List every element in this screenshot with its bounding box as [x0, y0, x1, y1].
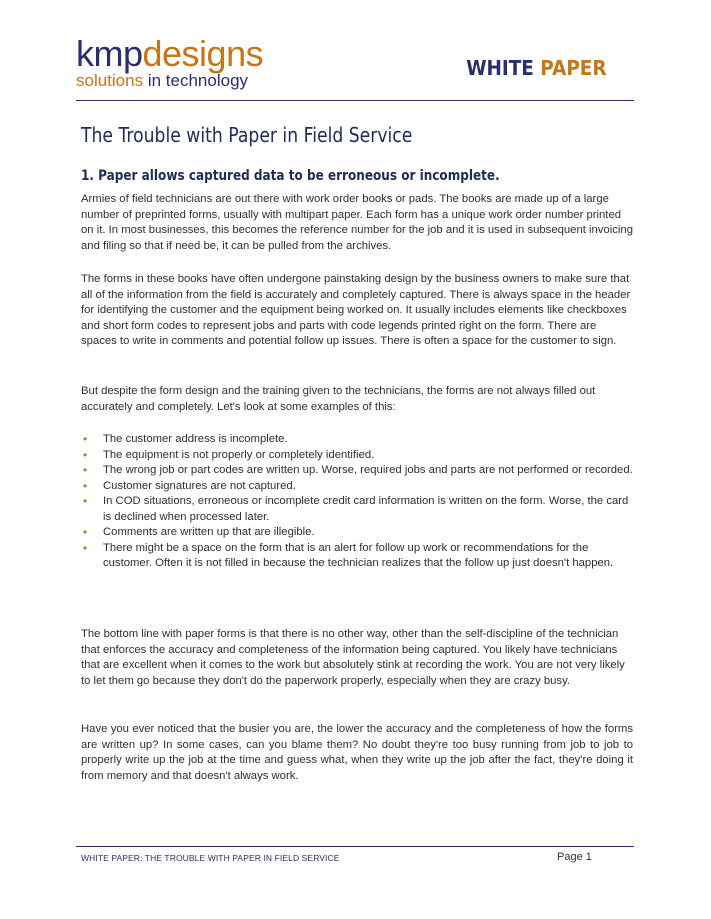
list-item: • In COD situations, erroneous or incomplete credit card information is written on the form. Worse, the card is declined when processed later.	[83, 494, 629, 523]
header-divider	[76, 100, 634, 101]
bullet-icon: •	[83, 432, 88, 446]
examples-list	[81, 432, 633, 572]
paragraph-4: The bottom line with paper forms is that there is no other way, other than the self-discipline of the technician that enforces the accuracy and completeness of the information being captured. You likely have technicians that are excellent when it comes to the work but absolutely stink at recording the work. You are not very likely to let them go because they don't do the paperwork properly, especially when they are crazy busy.	[81, 628, 625, 687]
document-type-label: WHITE PAPER	[466, 56, 607, 80]
bullet-icon: •	[83, 525, 88, 539]
bullet-icon: •	[83, 494, 88, 508]
section-heading: 1. Paper allows captured data to be erroneous or incomplete.	[81, 168, 500, 184]
list-item: • There might be a space on the form that is an alert for follow up work or recommendations for the customer. Often it is not filled in because the technician realizes that the follow up just doesn't happen.	[83, 540, 614, 569]
paragraph-1: Armies of field technicians are out there with work order books or pads. The books are made up of a large number of preprinted forms, usually with multipart paper. Each form has a unique work order number printed on it. In most businesses, this becomes the reference number for the job and it is used in subsequent invoicing and filing so that if need be, it can be pulled from the archives.	[81, 193, 633, 252]
logo-wordmark: kmpdesigns	[76, 33, 264, 74]
paragraph-3: But despite the form design and the training given to the technicians, the forms are not always filled out accurately and completely. Let's look at some examples of this:	[81, 385, 596, 413]
footer-divider	[76, 846, 634, 847]
document-title: The Trouble with Paper in Field Service	[81, 123, 413, 147]
bullet-icon: •	[83, 478, 88, 493]
list-item: • Customer signatures are not captured.	[83, 478, 296, 493]
bullet-icon: •	[83, 447, 88, 462]
list-item: • Comments are written up that are illegible.	[83, 525, 315, 539]
bullet-icon: •	[83, 463, 88, 477]
page-number: Page 1	[557, 851, 592, 863]
list-item: • The equipment is not properly or completely identified.	[83, 447, 375, 462]
list-item: • The customer address is incomplete.	[83, 432, 288, 446]
paragraph-2: The forms in these books have often undergone painstaking design by the business owners to make sure that all of the information from the field is accurately and completely captured. There is always space in the header for identifying the customer and the equipment being worked on. It usually includes elements like checkboxes and short form codes to represent jobs and parts with code legends printed right on the form. There are spaces to write in comments and potential follow up issues. There is often a space for the customer to sign.	[81, 273, 631, 347]
logo-tagline: solutions in technology	[76, 71, 249, 90]
footer-title: WHITE PAPER: THE TROUBLE WITH PAPER IN FIELD SERVICE	[81, 853, 340, 863]
company-logo	[76, 33, 264, 90]
bullet-icon: •	[83, 540, 88, 555]
list-item: • The wrong job or part codes are written up. Worse, required jobs and parts are not performed or recorded.	[83, 463, 633, 477]
paragraph-5: Have you ever noticed that the busier you are, the lower the accuracy and the completeness of how the forms are written up? In some cases, can you blame them? No doubt they're too busy running from job to job to properly write up the job at the time and guess what, when they write up the job after the fact, they're doing it from memory and that doesn't always work.	[81, 723, 633, 782]
